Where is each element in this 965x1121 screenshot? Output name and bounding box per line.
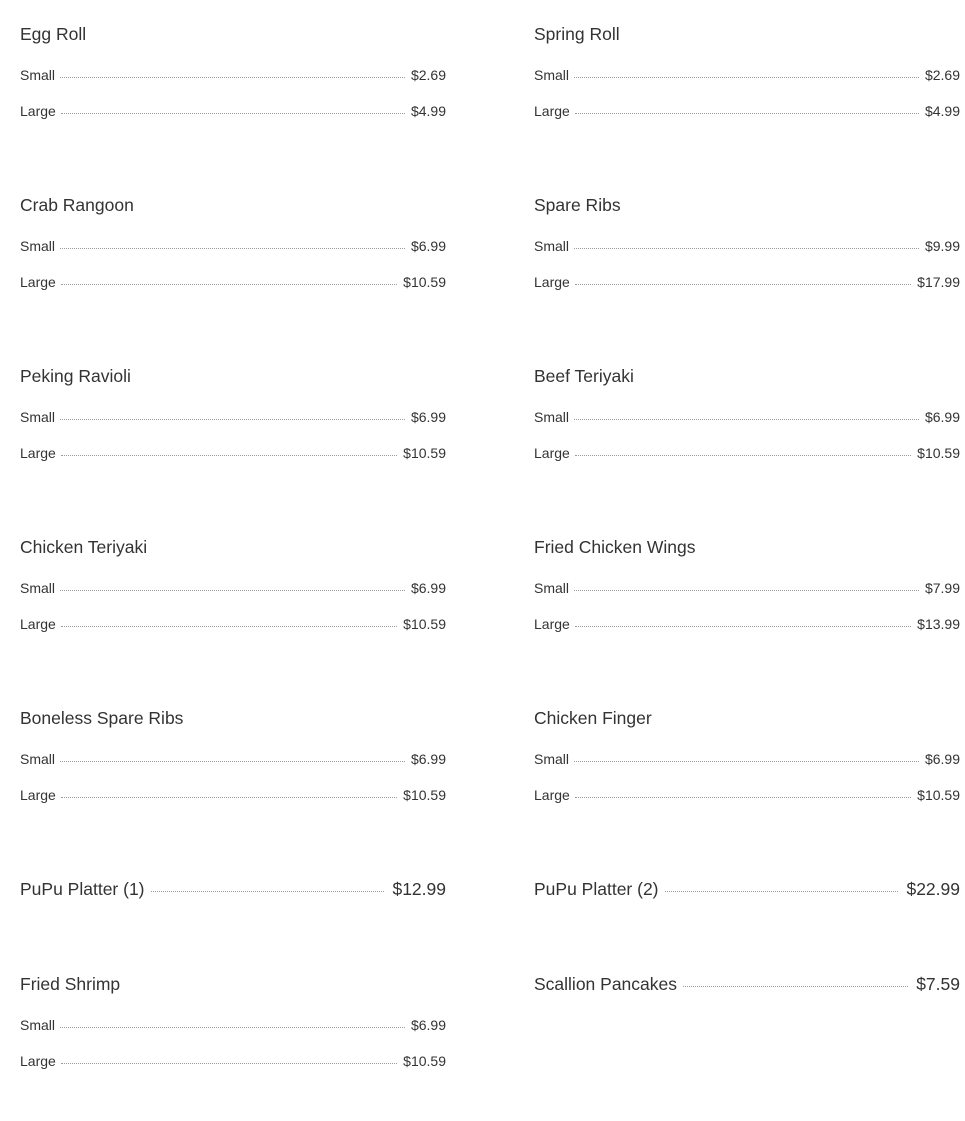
price: $10.59 <box>403 445 446 461</box>
size-label: Small <box>534 238 570 254</box>
single-price-row <box>534 878 960 900</box>
price-row <box>534 273 960 291</box>
price-row <box>20 66 446 84</box>
single-price-row <box>534 973 960 995</box>
price: $4.99 <box>924 103 960 119</box>
dot-leader <box>61 797 397 798</box>
size-label: Large <box>534 445 570 461</box>
size-label: Small <box>20 751 56 767</box>
dot-leader <box>61 284 397 285</box>
dot-leader <box>61 455 397 456</box>
price: $6.99 <box>410 751 446 767</box>
price: $6.99 <box>924 751 960 767</box>
price: $6.99 <box>410 1017 446 1033</box>
menu-item <box>534 365 960 461</box>
dot-leader <box>575 626 911 627</box>
dot-leader <box>574 761 919 762</box>
price: $6.99 <box>410 409 446 425</box>
item-title: PuPu Platter (1) <box>20 879 145 899</box>
size-label: Large <box>534 274 570 290</box>
size-label: Large <box>534 616 570 632</box>
dot-leader <box>61 1063 397 1064</box>
menu-item <box>20 194 446 290</box>
size-label: Large <box>20 616 56 632</box>
price-row <box>20 786 446 804</box>
price-row <box>534 615 960 633</box>
price: $10.59 <box>403 274 446 290</box>
price: $9.99 <box>924 238 960 254</box>
size-label: Large <box>20 445 56 461</box>
price-row <box>20 579 446 597</box>
menu-item <box>534 23 960 119</box>
price: $6.99 <box>924 409 960 425</box>
price: $12.99 <box>392 879 446 899</box>
item-title: Boneless Spare Ribs <box>20 708 184 728</box>
price-row <box>20 408 446 426</box>
price-row <box>20 444 446 462</box>
size-label: Small <box>20 409 56 425</box>
single-price-row <box>20 878 446 900</box>
dot-leader <box>574 77 919 78</box>
dot-leader <box>61 626 397 627</box>
menu-item <box>534 707 960 803</box>
size-label: Small <box>534 751 570 767</box>
dot-leader <box>575 113 919 114</box>
dot-leader <box>574 248 919 249</box>
dot-leader <box>575 797 911 798</box>
size-label: Large <box>20 1053 56 1069</box>
item-title: Spring Roll <box>534 24 620 44</box>
dot-leader <box>60 77 405 78</box>
item-title: Chicken Teriyaki <box>20 537 148 557</box>
price: $6.99 <box>410 238 446 254</box>
size-label: Large <box>534 103 570 119</box>
dot-leader <box>574 590 919 591</box>
size-label: Large <box>534 787 570 803</box>
price: $10.59 <box>403 616 446 632</box>
price: $6.99 <box>410 580 446 596</box>
item-title: Egg Roll <box>20 24 87 44</box>
menu-item <box>20 536 446 632</box>
dot-leader <box>61 113 405 114</box>
price: $2.69 <box>924 67 960 83</box>
dot-leader <box>575 455 911 456</box>
price: $10.59 <box>917 445 960 461</box>
price-row <box>20 750 446 768</box>
price-row <box>534 66 960 84</box>
size-label: Small <box>534 409 570 425</box>
dot-leader <box>60 1027 405 1028</box>
size-label: Large <box>20 787 56 803</box>
price-row <box>534 102 960 120</box>
price-row <box>534 579 960 597</box>
price-row <box>20 102 446 120</box>
menu-item <box>534 194 960 290</box>
price: $7.99 <box>924 580 960 596</box>
price-row <box>534 444 960 462</box>
size-label: Small <box>534 580 570 596</box>
size-label: Small <box>20 238 56 254</box>
dot-leader <box>60 761 405 762</box>
size-label: Small <box>20 67 56 83</box>
price: $10.59 <box>403 1053 446 1069</box>
price-row <box>534 408 960 426</box>
size-label: Small <box>20 580 56 596</box>
price-row <box>20 273 446 291</box>
item-title: Fried Shrimp <box>20 974 121 994</box>
dot-leader <box>575 284 911 285</box>
dot-leader <box>574 419 919 420</box>
dot-leader <box>60 419 405 420</box>
dot-leader <box>60 590 405 591</box>
price: $7.59 <box>916 974 960 994</box>
price: $13.99 <box>917 616 960 632</box>
price: $22.99 <box>906 879 960 899</box>
price: $10.59 <box>403 787 446 803</box>
item-title: PuPu Platter (2) <box>534 879 659 899</box>
menu-item <box>20 973 446 1069</box>
dot-leader <box>683 986 908 987</box>
size-label: Large <box>20 103 56 119</box>
price: $4.99 <box>410 103 446 119</box>
menu-item <box>20 23 446 119</box>
dot-leader <box>60 248 405 249</box>
dot-leader <box>151 891 385 892</box>
item-title: Crab Rangoon <box>20 195 134 215</box>
menu-item <box>534 536 960 632</box>
item-title: Beef Teriyaki <box>534 366 634 386</box>
size-label: Large <box>20 274 56 290</box>
size-label: Small <box>534 67 570 83</box>
item-title: Peking Ravioli <box>20 366 131 386</box>
price: $2.69 <box>410 67 446 83</box>
menu-item <box>20 707 446 803</box>
price: $10.59 <box>917 787 960 803</box>
price-row <box>534 237 960 255</box>
price: $17.99 <box>917 274 960 290</box>
price-row <box>20 237 446 255</box>
size-label: Small <box>20 1017 56 1033</box>
item-title: Fried Chicken Wings <box>534 537 696 557</box>
dot-leader <box>665 891 899 892</box>
item-title: Spare Ribs <box>534 195 621 215</box>
item-title: Chicken Finger <box>534 708 652 728</box>
price-row <box>534 750 960 768</box>
item-title: Scallion Pancakes <box>534 974 677 994</box>
menu-item <box>20 365 446 461</box>
price-row <box>20 615 446 633</box>
price-row <box>534 786 960 804</box>
price-row <box>20 1016 446 1034</box>
price-row <box>20 1052 446 1070</box>
